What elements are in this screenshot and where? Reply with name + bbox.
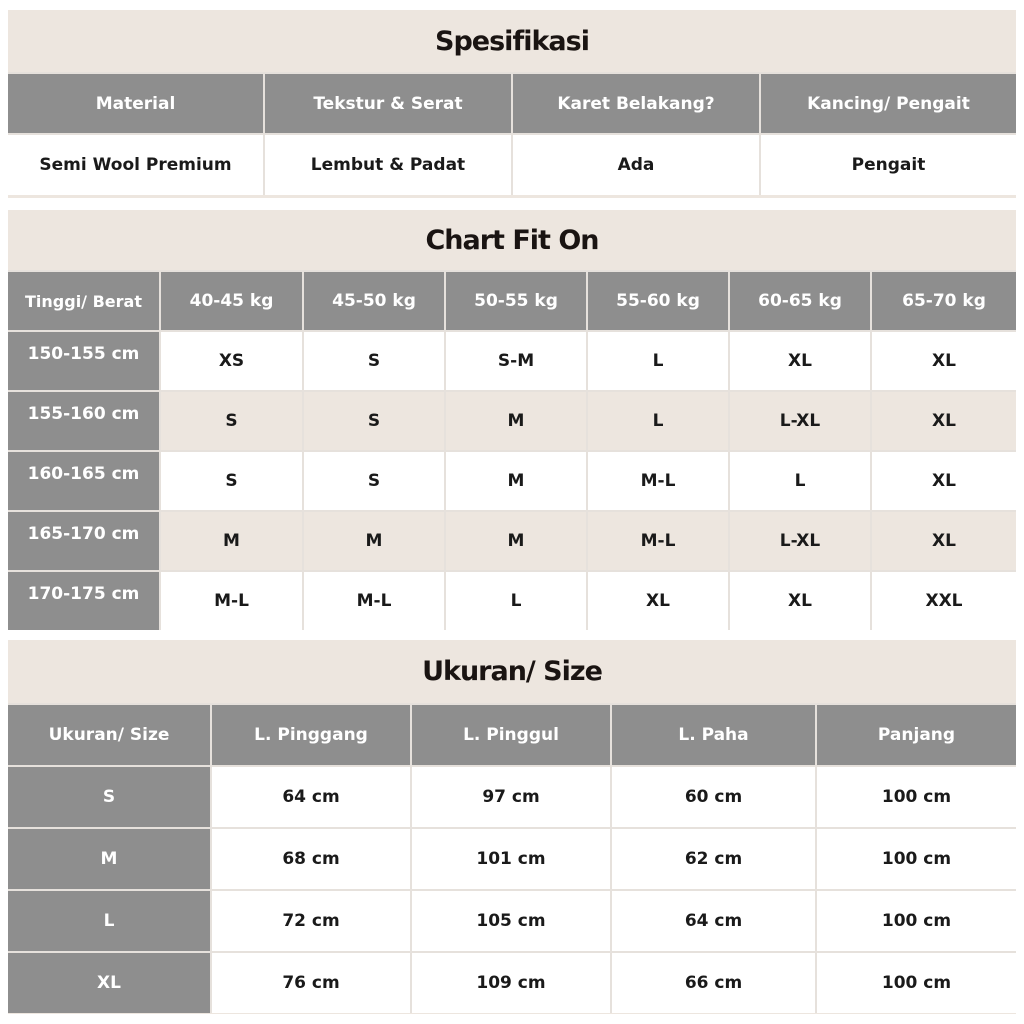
size-cell: XL <box>872 332 1016 390</box>
column-header: L. Pinggul <box>412 705 610 765</box>
size-cell: M <box>446 392 586 450</box>
size-cell: M-L <box>304 572 444 630</box>
size-cell: M-L <box>588 452 728 510</box>
chart-fit-title: Chart Fit On <box>425 224 599 256</box>
spec-value: Pengait <box>761 135 1016 195</box>
size-cell: M <box>446 512 586 570</box>
column-header: Ukuran/ Size <box>8 705 210 765</box>
column-header: Tinggi/ Berat <box>8 272 159 330</box>
measurement-cell: 76 cm <box>212 953 410 1013</box>
column-header: 50-55 kg <box>446 272 586 330</box>
size-cell: M <box>161 512 302 570</box>
measurement-cell: 72 cm <box>212 891 410 951</box>
measurement-cell: 100 cm <box>817 953 1016 1013</box>
size-cell: XL <box>730 572 870 630</box>
row-header-size: XL <box>8 953 210 1013</box>
row-header-size: S <box>8 767 210 827</box>
size-cell: S <box>304 392 444 450</box>
size-cell: M <box>304 512 444 570</box>
measurement-cell: 97 cm <box>412 767 610 827</box>
measurement-cell: 66 cm <box>612 953 815 1013</box>
row-header-size: M <box>8 829 210 889</box>
row-header-height: 155-160 cm <box>8 392 159 450</box>
size-cell: L <box>446 572 586 630</box>
column-header: L. Paha <box>612 705 815 765</box>
size-cell: L <box>730 452 870 510</box>
column-header: L. Pinggang <box>212 705 410 765</box>
chart-fit-table <box>8 270 1016 630</box>
spesifikasi-title: Spesifikasi <box>435 25 589 57</box>
column-header: Panjang <box>817 705 1016 765</box>
spec-value: Semi Wool Premium <box>8 135 263 195</box>
measurement-cell: 62 cm <box>612 829 815 889</box>
measurement-cell: 109 cm <box>412 953 610 1013</box>
column-header: Kancing/ Pengait <box>761 74 1016 133</box>
measurement-cell: 68 cm <box>212 829 410 889</box>
size-cell: S <box>161 452 302 510</box>
column-header: Material <box>8 74 263 133</box>
spec-value: Lembut & Padat <box>265 135 511 195</box>
row-header-height: 170-175 cm <box>8 572 159 630</box>
size-cell: L <box>588 392 728 450</box>
row-header-height: 150-155 cm <box>8 332 159 390</box>
size-cell: L-XL <box>730 512 870 570</box>
size-cell: L <box>588 332 728 390</box>
size-cell: XS <box>161 332 302 390</box>
column-header: 65-70 kg <box>872 272 1016 330</box>
spesifikasi-section <box>8 10 1016 198</box>
size-cell: S <box>304 332 444 390</box>
row-header-height: 165-170 cm <box>8 512 159 570</box>
measurement-cell: 101 cm <box>412 829 610 889</box>
row-header-height: 160-165 cm <box>8 452 159 510</box>
size-cell: XL <box>588 572 728 630</box>
measurement-cell: 100 cm <box>817 891 1016 951</box>
row-header-size: L <box>8 891 210 951</box>
chart-fit-section <box>8 210 1016 630</box>
size-cell: S <box>161 392 302 450</box>
column-header: Tekstur & Serat <box>265 74 511 133</box>
column-header: 40-45 kg <box>161 272 302 330</box>
measurement-cell: 64 cm <box>612 891 815 951</box>
measurement-cell: 64 cm <box>212 767 410 827</box>
spec-value: Ada <box>513 135 759 195</box>
size-cell: M <box>446 452 586 510</box>
size-cell: M-L <box>161 572 302 630</box>
column-header: 55-60 kg <box>588 272 728 330</box>
ukuran-table <box>8 703 1016 1013</box>
size-cell: M-L <box>588 512 728 570</box>
size-cell: XL <box>730 332 870 390</box>
size-cell: XL <box>872 512 1016 570</box>
spesifikasi-table <box>8 72 1016 195</box>
column-header: 60-65 kg <box>730 272 870 330</box>
column-header: 45-50 kg <box>304 272 444 330</box>
column-header: Karet Belakang? <box>513 74 759 133</box>
size-cell: S-M <box>446 332 586 390</box>
size-cell: XL <box>872 452 1016 510</box>
size-cell: S <box>304 452 444 510</box>
size-cell: XL <box>872 392 1016 450</box>
measurement-cell: 100 cm <box>817 829 1016 889</box>
size-cell: L-XL <box>730 392 870 450</box>
ukuran-section <box>8 640 1016 1014</box>
ukuran-title: Ukuran/ Size <box>422 656 602 687</box>
measurement-cell: 100 cm <box>817 767 1016 827</box>
size-cell: XXL <box>872 572 1016 630</box>
measurement-cell: 60 cm <box>612 767 815 827</box>
measurement-cell: 105 cm <box>412 891 610 951</box>
